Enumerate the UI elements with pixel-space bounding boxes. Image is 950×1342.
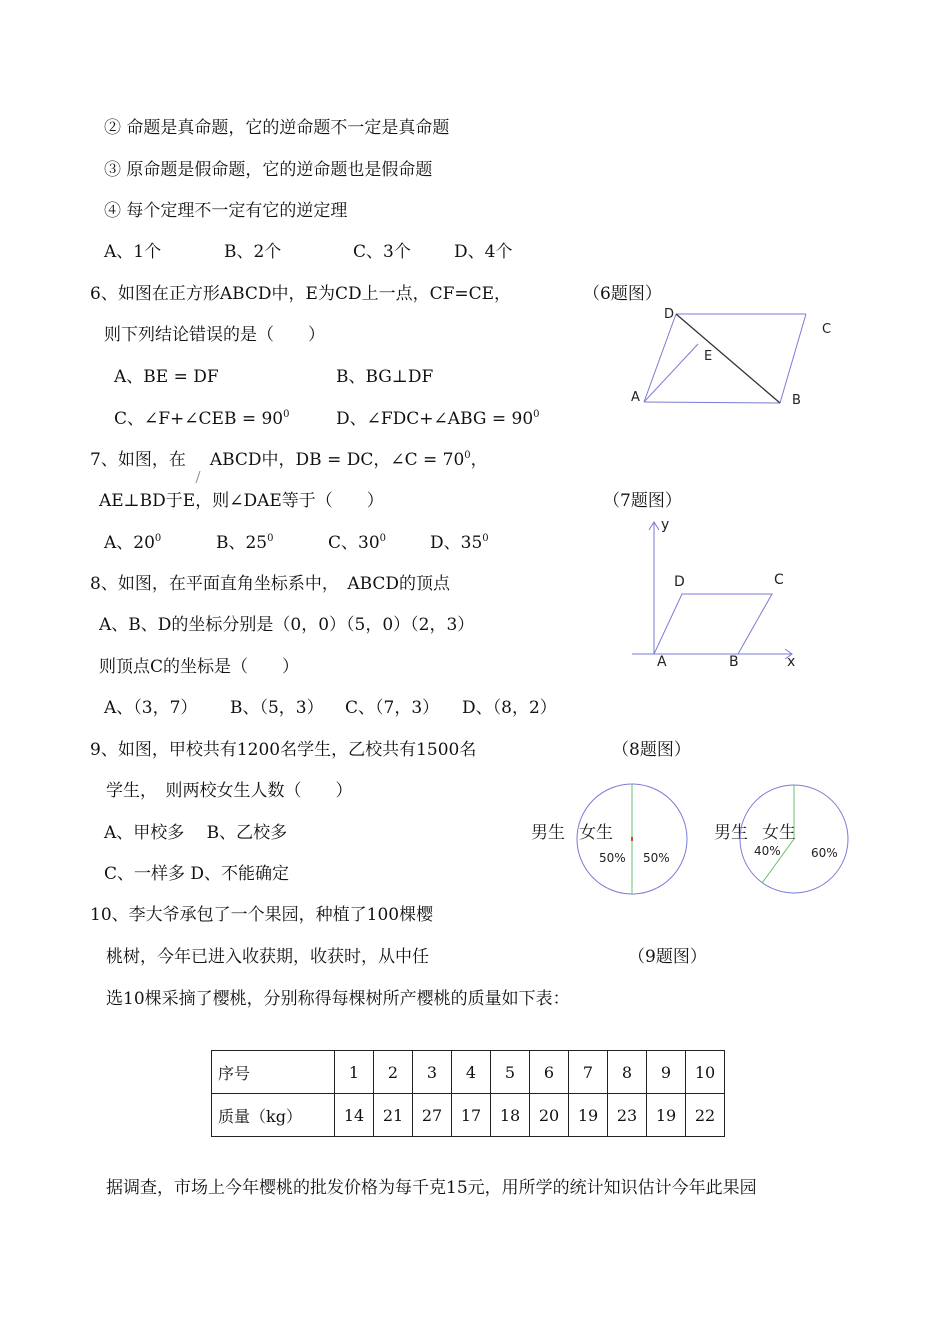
q7-option-a: A、$20^0$ — [104, 533, 162, 553]
pie-left-center-mark — [631, 837, 633, 841]
q8-line3: 则顶点C的坐标是（ ） — [99, 657, 300, 677]
table-cell: 22 — [686, 1094, 725, 1137]
table-cell: 27 — [413, 1094, 452, 1137]
pie-left-boys-pct: 50% — [599, 851, 626, 865]
q8-option-b: B、（5，3） — [230, 698, 324, 718]
table-cell: 20 — [530, 1094, 569, 1137]
q7-label-c: C — [774, 572, 784, 588]
q9-line1: 9、如图，甲校共有1200名学生，乙校共有1500名 — [90, 740, 477, 760]
table-cell: 2 — [374, 1051, 413, 1094]
q6-segment-ae — [644, 344, 698, 402]
q7-figure — [620, 510, 820, 675]
pie-right-boys-label: 男生 — [714, 823, 748, 843]
prev-option-c: C、3个 — [353, 242, 411, 262]
table-cell: 19 — [569, 1094, 608, 1137]
q8-option-c: C、（7，3） — [345, 698, 440, 718]
pie-left-boys-label: 男生 — [531, 823, 565, 843]
q6-edge-ad — [644, 314, 676, 402]
q6-option-c: C、∠F+∠CEB = $90^0$ — [114, 409, 290, 429]
q7-parallelogram — [654, 594, 772, 654]
table-row-mass — [212, 1094, 725, 1137]
q6-segment-db — [676, 314, 780, 403]
table-header-mass: 质量（kg） — [212, 1094, 335, 1137]
table-cell: 14 — [335, 1094, 374, 1137]
q6-option-a: A、BE = DF — [114, 367, 219, 387]
table-cell: 8 — [608, 1051, 647, 1094]
table-cell: 4 — [452, 1051, 491, 1094]
table-row-index — [212, 1051, 725, 1094]
q8-option-a: A、（3，7） — [104, 698, 198, 718]
table-cell: 9 — [647, 1051, 686, 1094]
q9-line2: 学生， 则两校女生人数（ ） — [106, 781, 353, 801]
prev-option-b: B、2个 — [224, 242, 282, 262]
q6-figure-caption: （6题图） — [583, 284, 662, 304]
table-cell: 1 — [335, 1051, 374, 1094]
q6-label-a: A — [631, 390, 640, 405]
q6-option-b: B、BG⊥DF — [336, 367, 434, 387]
q6-edge-ba — [644, 402, 780, 403]
q9-figure-caption: （9题图） — [628, 947, 707, 967]
prev-option-a: A、1个 — [104, 242, 162, 262]
parallelogram-symbol-icon — [194, 468, 208, 484]
table-cell: 18 — [491, 1094, 530, 1137]
table-cell: 5 — [491, 1051, 530, 1094]
q10-line1: 10、李大爷承包了一个果园，种植了100棵樱 — [90, 905, 434, 925]
q7-line1: 7、如图，在 ABCD中，DB = DC，∠C = $70^0$， — [90, 450, 488, 470]
q6-edge-cb — [780, 314, 806, 403]
q7-option-c: C、$30^0$ — [328, 533, 387, 553]
q8-line1: 8、如图，在平面直角坐标系中， ABCD的顶点 — [90, 574, 451, 594]
q7-line2: AE⊥BD于E，则∠DAE等于（ ） — [99, 491, 384, 511]
q9-options-ab: A、甲校多 B、乙校多 — [104, 823, 288, 843]
q6-label-b: B — [792, 393, 801, 408]
q7-label-b: B — [729, 654, 739, 670]
q7-figure-caption: （7题图） — [603, 491, 682, 511]
prev-option-d: D、4个 — [454, 242, 513, 262]
q10-line4: 据调查，市场上今年樱桃的批发价格为每千克15元，用所学的统计知识估计今年此果园 — [106, 1178, 757, 1198]
pie-left-girls-label: 女生 — [579, 823, 613, 843]
statement-3: ③ 原命题是假命题，它的逆命题也是假命题 — [104, 160, 433, 180]
table-cell: 17 — [452, 1094, 491, 1137]
q10-line3: 选10棵采摘了樱桃，分别称得每棵树所产樱桃的质量如下表： — [106, 989, 570, 1009]
q9-options-cd: C、一样多 D、不能确定 — [104, 864, 290, 884]
q6-option-d: D、∠FDC+∠ABG = $90^0$ — [336, 409, 540, 429]
pie-left-girls-pct: 50% — [643, 851, 670, 865]
table-cell: 10 — [686, 1051, 725, 1094]
q6-label-d: D — [664, 307, 675, 322]
q6-figure — [620, 300, 850, 410]
pie-right-girls-pct: 60% — [811, 846, 838, 860]
table-header-index: 序号 — [212, 1051, 335, 1094]
table-cell: 19 — [647, 1094, 686, 1137]
table-cell: 3 — [413, 1051, 452, 1094]
table-cell: 6 — [530, 1051, 569, 1094]
q10-line2: 桃树，今年已进入收获期，收获时，从中任 — [106, 947, 429, 967]
q7-option-d: D、$35^0$ — [430, 533, 489, 553]
cherry-mass-table — [211, 1050, 725, 1137]
q7-label-x: x — [787, 654, 796, 670]
q8-option-d: D、（8，2） — [462, 698, 557, 718]
q6-line1: 6、如图在正方形ABCD中，E为CD上一点，CF=CE， — [90, 284, 512, 304]
table-cell: 21 — [374, 1094, 413, 1137]
pie-figure — [525, 780, 855, 900]
q7-option-b: B、$25^0$ — [216, 533, 274, 553]
q7-label-d: D — [674, 574, 685, 590]
table-cell: 23 — [608, 1094, 647, 1137]
q7-label-y: y — [661, 517, 670, 533]
pie-right-girls-label: 女生 — [762, 823, 796, 843]
q8-line2: A、B、D的坐标分别是（0，0）（5，0）（2，3） — [99, 615, 475, 635]
statement-4: ④ 每个定理不一定有它的逆定理 — [104, 201, 348, 221]
q6-line2: 则下列结论错误的是（ ） — [104, 325, 325, 345]
statement-2: ② 命题是真命题，它的逆命题不一定是真命题 — [104, 118, 450, 138]
q7-label-a: A — [657, 654, 667, 670]
q6-label-e: E — [704, 349, 713, 364]
pie-right-boys-pct: 40% — [754, 844, 781, 858]
q8-figure-caption: （8题图） — [612, 740, 691, 760]
table-cell: 7 — [569, 1051, 608, 1094]
q6-label-c: C — [822, 322, 832, 337]
